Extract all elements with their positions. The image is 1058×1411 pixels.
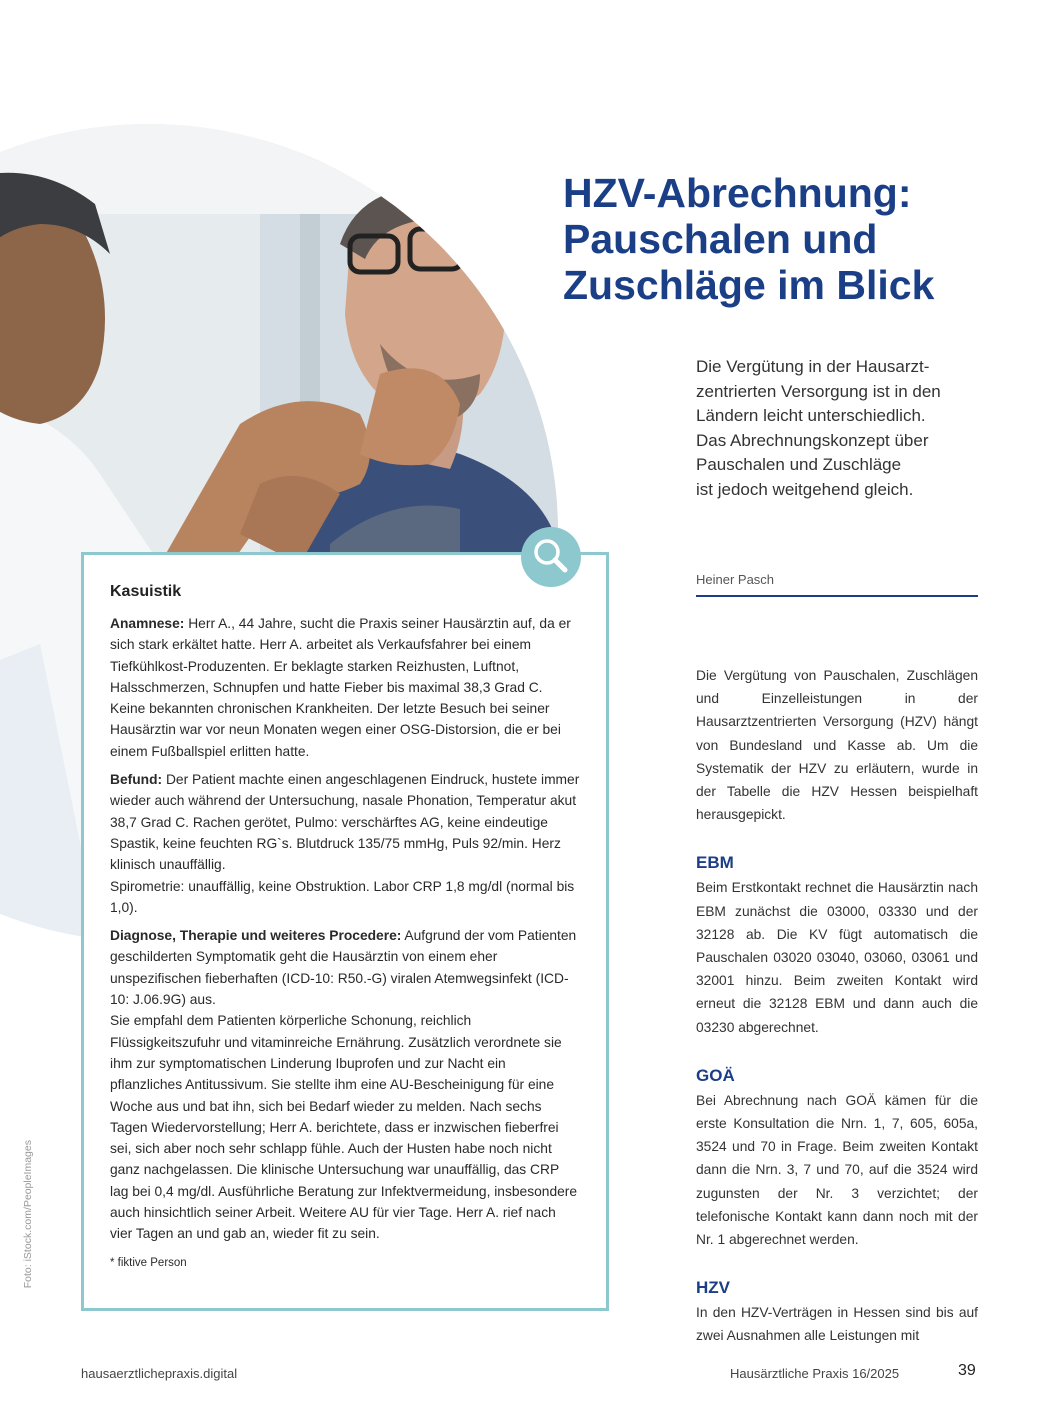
photo-credit: Foto: iStock.com/PeopleImages	[22, 1140, 34, 1289]
section-ebm	[696, 850, 978, 1038]
section-heading-ebm: EBM	[696, 853, 734, 873]
section-text-goa: Bei Abrechnung nach GOÄ kämen für die erste Konsultation die Nrn. 1, 7, 605, 605a, 3524 und 70 in Frage. Beim zweiten Kontakt dann die Nrn. 3, 7 und 70, auf die 3524 wird zugunsten der Nr. 3 verzichtet; der telefonische Kontakt kann dann noch mit der Nr. 1 abgerechnet werden.	[696, 1092, 978, 1248]
author-name: Heiner Pasch	[696, 572, 978, 597]
section-heading-goa: GOÄ	[696, 1065, 735, 1085]
befund-label: Befund:	[110, 772, 163, 788]
anamnese-paragraph	[110, 613, 580, 762]
diagnose-label: Diagnose, Therapie und weiteres Procedere:	[110, 928, 402, 944]
footer-magazine: Hausärztliche Praxis 16/2025	[730, 1366, 900, 1381]
section-goa	[696, 1063, 978, 1251]
anamnese-label: Anamnese:	[110, 616, 185, 631]
diagnose-text: Aufgrund der vom Patienten geschilderten Symptomatik geht die Hausärztin von einem eher unspezifischen fieberhaften (ICD-10: R50.-G) viralen Atemwegsinfekt (ICD-10: J.06.9G) aus. Sie empfahl dem Patienten körperliche Schonung, reichlich Flüssigkeitszufuhr und vitaminreiche Ernährung. Zusätzlich verordnete sie ihm zur symptomatischen Linderung Ibuprofen und zur Nacht ein pflanzliches Antitussivum. Sie stellte ihm eine AU-Bescheinigung für eine Woche aus und bat ihn, sich bei Bedarf wieder zu melden. Nach sechs Tagen Wiedervorstellung; Herr A. berichtete, dass er inzwischen fieberfrei sei, sich aber noch sehr schlapp fühle. Auch der Husten habe noch nicht ganz nachgelassen. Die klinische Untersuchung war unauffällig, das CRP lag bei 0,4 mg/dl. Ausführliche Beratung zur Infektvermeidung, insbesondere auch hinsichtlich seiner Arbeit. Weitere AU für vier Tage. Herr A. rief nach vier Tagen an und gab an, wieder fit zu sein.	[110, 928, 578, 1242]
page-number: 39	[958, 1362, 976, 1379]
section-text-hzv: In den HZV-Verträgen in Hessen sind bis auf zwei Ausnahmen alle Leistungen mit	[696, 1305, 978, 1344]
case-study-heading: Kasuistik	[110, 583, 182, 600]
section-hzv	[696, 1275, 978, 1347]
intro-paragraph: Die Vergütung von Pauschalen, Zuschlägen und Einzelleistungen in der Hausarztzentrierten Versorgung (HZV) hängt von Bundesland und Kasse ab. Um die Systematik der HZV zu erläutern, wurde in der Tabelle die HZV Hessen beispielhaft herausgepickt.	[696, 668, 978, 823]
case-footnote: * fiktive Person	[110, 1256, 187, 1269]
case-study-box	[81, 552, 609, 1311]
article-body	[696, 664, 978, 1348]
article-title: HZV-Abrechnung: Pauschalen und Zuschläge im Blick	[563, 170, 935, 308]
magnifier-icon	[521, 527, 581, 587]
anamnese-text: Herr A., 44 Jahre, sucht die Praxis seiner Hausärztin auf, da er sich stark erkältet hatte. Herr A. arbeitet als Verkaufsfahrer bei einem Tiefkühlkost-Produzenten. Er beklagte starken Reizhusten, Luftnot, Halsschmerzen, Schnupfen und hatte Fieber bis maximal 38,3 Grad C. Keine bekannten chronischen Krankheiten. Der letzte Besuch bei seiner Hausärztin war vor neun Monaten wegen einer OSG-Distorsion, die er bei einem Fußballspiel erlitten hatte.	[110, 616, 571, 759]
section-text-ebm: Beim Erstkontakt rechnet die Hausärztin nach EBM zunächst die 03000, 03330 und der 32128 ab. Die KV fügt automatisch die Pauschalen 03020 03040, 03060, 03061 und 32001 hinzu. Beim zweiten Kontakt wird erneut die 32128 EBM und dann auch die 03230 abgerechnet.	[696, 880, 978, 1035]
footer-website: hausaerztlichepraxis.digital	[81, 1366, 238, 1381]
diagnose-paragraph	[110, 925, 580, 1244]
befund-paragraph	[110, 769, 580, 918]
befund-text: Der Patient machte einen angeschlagenen Eindruck, hustete immer wieder auch während der Untersuchung, nasale Phonation, Temperatur akut 38,7 Grad C. Rachen gerötet, Pulmo: verschärftes AG, keine eindeutige Spastik, keine feuchten RG`s. Blutdruck 135/75 mmHg, Puls 92/min. Herz klinisch unauffällig. Spirometrie: unauffällig, keine Obstruktion. Labor CRP 1,8 mg/dl (normal bis 1,0).	[110, 772, 580, 915]
section-heading-hzv: HZV	[696, 1278, 730, 1298]
article-lead: Die Vergütung in der Hausarzt- zentrierten Versorgung ist in den Ländern leicht unterschiedlich. Das Abrechnungskonzept über Pauschalen und Zuschläge ist jedoch weitgehend gleich.	[696, 357, 941, 499]
